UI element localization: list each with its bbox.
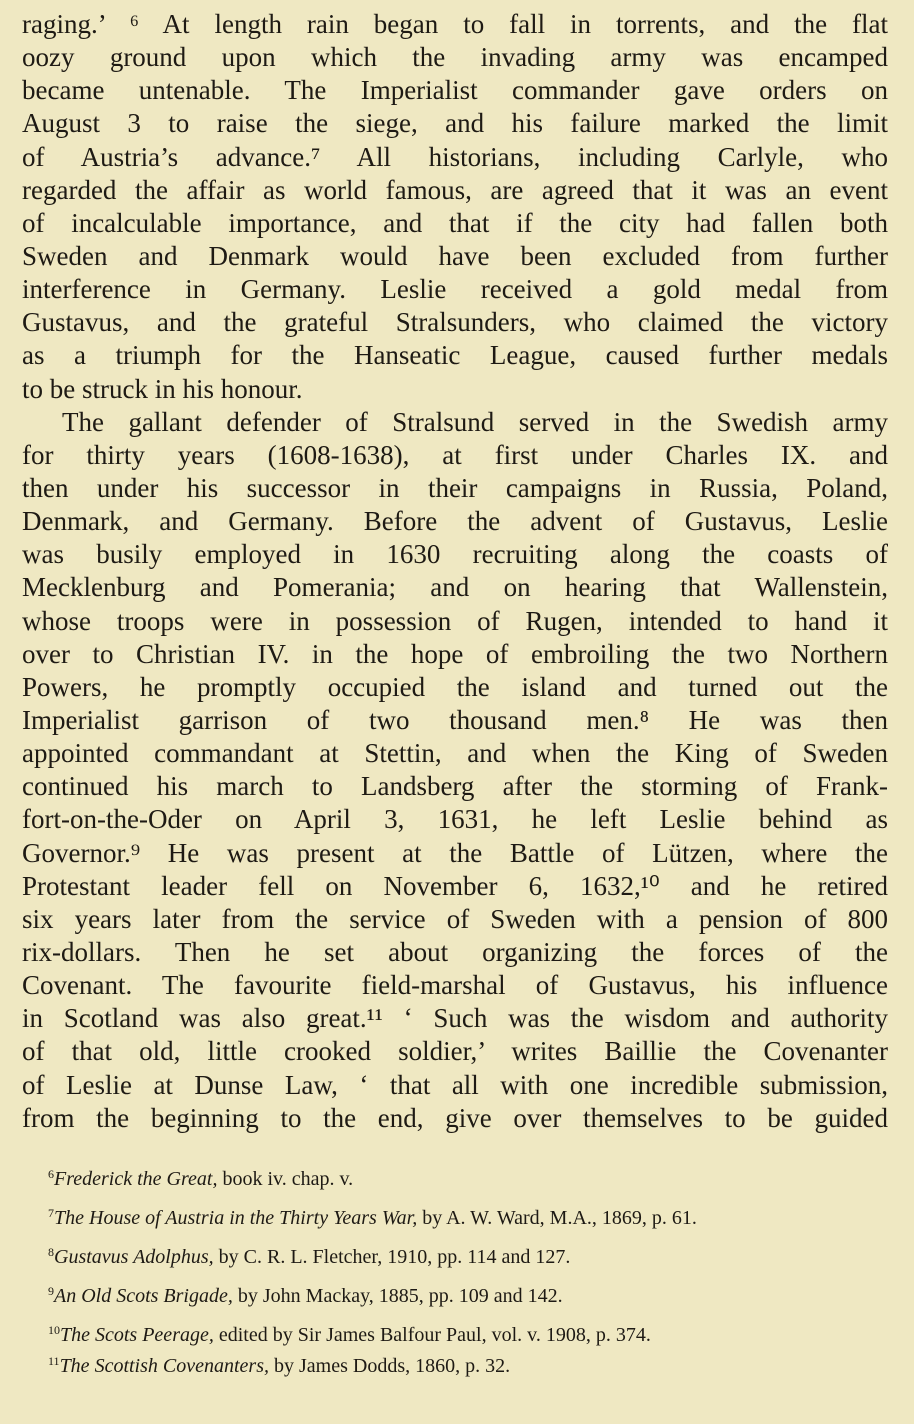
- footnote-number: 11: [48, 1354, 60, 1368]
- text-line: The gallant defender of Stralsund served in the Swedish army: [62, 406, 888, 437]
- text-line: raging.’ ⁶ At length rain began to fall in torrents, and the flat: [22, 9, 888, 39]
- footnote-title: Gustavus Adolphus,: [54, 1246, 214, 1268]
- text-line: appointed commandant at Stettin, and when the King of Sweden: [22, 738, 888, 769]
- text-line: oozy ground upon which the invading army was encamped: [22, 42, 888, 73]
- footnote-number: 9: [48, 1284, 54, 1298]
- footnote: [22, 1162, 888, 1191]
- text-line: to be struck in his honour.: [22, 373, 303, 404]
- footnote: [22, 1318, 888, 1347]
- text-line: in Scotland was also great.¹¹ ‘ Such was the wisdom and authority: [22, 1003, 888, 1034]
- footnote-title: An Old Scots Brigade,: [54, 1285, 233, 1307]
- footnote-citation: by C. R. L. Fletcher, 1910, pp. 114 and 127.: [213, 1246, 571, 1268]
- footnote: [22, 1201, 888, 1230]
- text-line: Covenant. The favourite field-marshal of Gustavus, his influence: [22, 970, 888, 1001]
- footnote-citation: by A. W. Ward, M.A., 1869, p. 61.: [417, 1207, 697, 1229]
- text-line: over to Christian IV. in the hope of embroiling the two Northern: [22, 638, 888, 669]
- body-text: [22, 8, 888, 1135]
- text-line: Mecklenburg and Pomerania; and on hearing that Wallenstein,: [22, 572, 888, 603]
- footnote-number: 6: [48, 1167, 54, 1181]
- text-line: Gustavus, and the grateful Stralsunders, who claimed the victory: [22, 307, 888, 338]
- footnote: [22, 1349, 888, 1378]
- text-line: fort-on-the-Oder on April 3, 1631, he left Leslie behind as: [22, 804, 888, 835]
- text-line: for thirty years (1608-1638), at first under Charles IX. and: [22, 439, 888, 470]
- text-line: continued his march to Landsberg after the storming of Frank-: [22, 771, 888, 802]
- footnote-number: 8: [48, 1245, 54, 1259]
- text-line: regarded the affair as world famous, are agreed that it was an event: [22, 174, 888, 205]
- text-line: was busily employed in 1630 recruiting along the coasts of: [22, 539, 888, 570]
- text-line: rix-dollars. Then he set about organizing the forces of the: [22, 936, 888, 967]
- text-line: of Austria’s advance.⁷ All historians, including Carlyle, who: [22, 141, 888, 172]
- footnote-citation: edited by Sir James Balfour Paul, vol. v. 1908, p. 374.: [213, 1324, 651, 1346]
- footnote-title: The Scots Peerage,: [60, 1324, 214, 1346]
- text-line: of that old, little crooked soldier,’ writes Baillie the Covenanter: [22, 1036, 888, 1067]
- text-line: Powers, he promptly occupied the island and turned out the: [22, 671, 888, 702]
- text-line: whose troops were in possession of Rugen, intended to hand it: [22, 605, 888, 636]
- text-line: six years later from the service of Sweden with a pension of 800: [22, 903, 888, 934]
- footnote-title: The Scottish Covenanters,: [59, 1355, 269, 1377]
- text-line: Denmark, and Germany. Before the advent of Gustavus, Leslie: [22, 506, 888, 537]
- text-line: became untenable. The Imperialist commander gave orders on: [22, 75, 888, 106]
- text-line: then under his successor in their campaigns in Russia, Poland,: [22, 472, 888, 503]
- text-line: Governor.⁹ He was present at the Battle of Lützen, where the: [22, 837, 888, 868]
- footnote-citation: by John Mackay, 1885, pp. 109 and 142.: [232, 1285, 563, 1307]
- text-line: Sweden and Denmark would have been excluded from further: [22, 240, 888, 271]
- footnote-number: 10: [48, 1323, 60, 1337]
- text-line: interference in Germany. Leslie received a gold medal from: [22, 274, 888, 305]
- text-line: of incalculable importance, and that if the city had fallen both: [22, 207, 888, 238]
- footnote-title: The House of Austria in the Thirty Years War,: [54, 1207, 418, 1229]
- footnote: [22, 1240, 888, 1269]
- text-line: as a triumph for the Hanseatic League, caused further medals: [22, 340, 888, 371]
- footnote-citation: book iv. chap. v.: [217, 1168, 354, 1190]
- text-line: August 3 to raise the siege, and his failure marked the limit: [22, 108, 888, 139]
- footnote-number: 7: [48, 1206, 54, 1220]
- text-line: Imperialist garrison of two thousand men.⁸ He was then: [22, 704, 888, 735]
- text-line: Protestant leader fell on November 6, 1632,¹⁰ and he retired: [22, 870, 888, 901]
- footnote: [22, 1279, 888, 1308]
- footnote-title: Frederick the Great,: [54, 1168, 218, 1190]
- footnotes: [22, 1162, 888, 1388]
- text-line: of Leslie at Dunse Law, ‘ that all with one incredible submission,: [22, 1069, 888, 1100]
- text-line: from the beginning to the end, give over themselves to be guided: [22, 1102, 888, 1133]
- footnote-citation: by James Dodds, 1860, p. 32.: [269, 1355, 511, 1377]
